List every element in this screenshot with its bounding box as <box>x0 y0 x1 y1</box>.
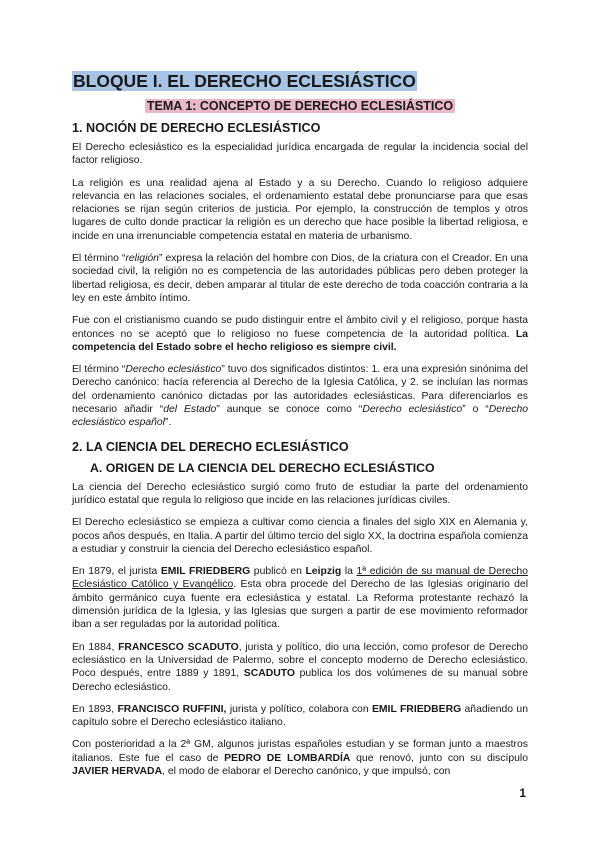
s1p4-a: Fue con el cristianismo cuando se pudo distinguir entre el ámbito civil y el religioso, porque hasta entonces no se aceptó que lo religioso no fuese competencia de la autoridad política. <box>72 315 528 340</box>
s2-paragraph-2: El Derecho eclesiástico se empieza a cultivar como ciencia a finales del siglo XIX en Alemania y, pocos años después, en Italia. A partir del último tercio del siglo XX, la doctrina española comienza a estudiar y construir la ciencia del Derecho eclesiástico español. <box>72 517 528 555</box>
block-title <box>72 70 528 92</box>
s1p5-g: ” o “ <box>462 404 489 416</box>
s2p6-a: Con posterioridad a la 2ª GM, algunos juristas españoles estudian y se forman junto a maestros italianos. Este fue el caso de <box>72 739 528 764</box>
tema-title <box>72 98 528 114</box>
s1p5-i: ”. <box>165 417 172 429</box>
s2p3-f: 1ª edición de su manual de Derecho Eclesiástico Católico y Evangélico <box>72 566 528 591</box>
s2p4-d: SCADUTO <box>243 668 295 680</box>
s2p5-b: FRANCISCO RUFFINI, <box>117 703 227 715</box>
s1p5-b: Derecho eclesiástico <box>125 364 222 376</box>
s2p3-c: publicó en <box>250 566 306 578</box>
s2p4-a: En 1884, <box>72 641 119 653</box>
document-page <box>72 70 528 787</box>
s1p5-e: ” aunque se conoce como “ <box>216 404 363 416</box>
s2-paragraph-6 <box>72 738 528 778</box>
s2p3-a: En 1879, el jurista <box>72 566 161 578</box>
s2p5-e: añadiendo un capítulo sobre el Derecho eclesiástico italiano. <box>72 703 528 729</box>
s2p6-d: JAVIER HERVADA <box>72 765 163 777</box>
s2p6-b: PEDRO DE LOMBARDÍA <box>224 752 351 764</box>
s2p5-d: EMIL FRIEDBERG <box>371 703 462 715</box>
s1p5-h: Derecho eclesiástico español <box>72 404 529 429</box>
s1p5-f: Derecho eclesiástico <box>362 404 463 416</box>
s2p5-a: En 1893, <box>72 703 118 715</box>
s1-paragraph-5 <box>72 363 528 429</box>
s2p4-c: , jurista y político, dio una lección, como profesor de Derecho eclesiástico en la Universidad de Palermo, sobre el concepto moderno de Derecho eclesiástico. Poco después, entre 1889 y 1891, <box>72 641 528 680</box>
s1-paragraph-4 <box>72 314 528 354</box>
s2p3-e: la <box>341 566 357 578</box>
s2p3-g: . Esta obra procede del Derecho de las Iglesias originario del ámbito germánico cuya fuente era eclesiástica y estatal. La Reforma protestante rechazó la dimensión jurídica de la Iglesia, y las Iglesias que surgen a partir de ese movimiento reformador iban a ser reguladas por la autoridad política. <box>72 579 528 631</box>
s2p4-b: FRANCESCO SCADUTO <box>118 641 239 653</box>
s1p5-d: del Estado <box>163 404 217 416</box>
s2-paragraph-1: La ciencia del Derecho eclesiástico surgió como fruto de estudiar la parte del ordenamiento jurídico estatal que regula lo religioso que incide en las relaciones jurídicas civiles. <box>72 481 528 506</box>
s1p5-a: El término “ <box>72 364 126 376</box>
s2p5-c: jurista y político, colabora con <box>226 703 372 715</box>
section-2a-heading: A. ORIGEN DE LA CIENCIA DEL DERECHO ECLESIÁSTICO <box>90 460 435 475</box>
s1p3-a: El término “ <box>72 253 126 265</box>
section-2-heading: 2. LA CIENCIA DEL DERECHO ECLESIÁSTICO <box>72 439 349 454</box>
s1p3-b: religión <box>125 253 159 265</box>
s2p3-b: EMIL FRIEDBERG <box>160 566 251 578</box>
s1p4-b: La competencia del Estado sobre el hecho religioso es siempre civil. <box>72 328 528 353</box>
s1-paragraph-2: La religión es una realidad ajena al Estado y a su Derecho. Cuando lo religioso adquiere relevancia en las relaciones sociales, el ordenamiento estatal debe pronunciarse para que esas relaciones se rijan según criterios de justicia. Por ejemplo, la construcción de templos y otros lugares de culto donde practicar la religión es un derecho que hace posible la libertad religiosa, e incide en una irrenunciable competencia estatal en materia de urbanismo. <box>72 177 528 242</box>
s2p6-e: , el modo de elaborar el Derecho canónico, y que impulsó, con <box>162 765 451 777</box>
block-title-text: BLOQUE I. EL DERECHO ECLESIÁSTICO <box>73 71 416 91</box>
s1p3-c: ” expresa la relación del hombre con Dios, de la criatura con el Creador. En una sociedad civil, la religión no es competencia de las autoridades públicas pero deben proteger la libertad religiosa, es decir, deben amparar al titular de este derecho de toda coacción contraria a la ley en este ámbito íntimo. <box>72 253 528 304</box>
s2p4-e: publica los dos volúmenes de su manual sobre Derecho eclesiástico. <box>72 668 528 693</box>
s1-paragraph-1: El Derecho eclesiástico es la especialidad jurídica encargada de regular la incidencia social del factor religioso. <box>72 142 528 167</box>
tema-title-text: TEMA 1: CONCEPTO DE DERECHO ECLESIÁSTICO <box>146 99 454 113</box>
s1-paragraph-3 <box>72 252 528 305</box>
page-number: 1 <box>519 786 526 800</box>
s2-paragraph-5 <box>72 703 528 730</box>
s2-paragraph-3 <box>72 565 528 631</box>
s2p6-c: que renovó, junto con su discípulo <box>350 752 528 764</box>
s1p5-c: ” tuvo dos significados distintos: 1. era una expresión sinónima del Derecho canónico: hacía referencia al Derecho de la Iglesia Católica, y 2. se incluían las normas del ordenamiento canónico dictadas por las autoridades eclesiásticas. Para diferenciarlos es necesario añadir “ <box>72 364 528 416</box>
s2-paragraph-4 <box>72 641 528 694</box>
section-1-heading: 1. NOCIÓN DE DERECHO ECLESIÁSTICO <box>72 121 321 135</box>
s2p3-d: Leipzig <box>305 566 342 578</box>
